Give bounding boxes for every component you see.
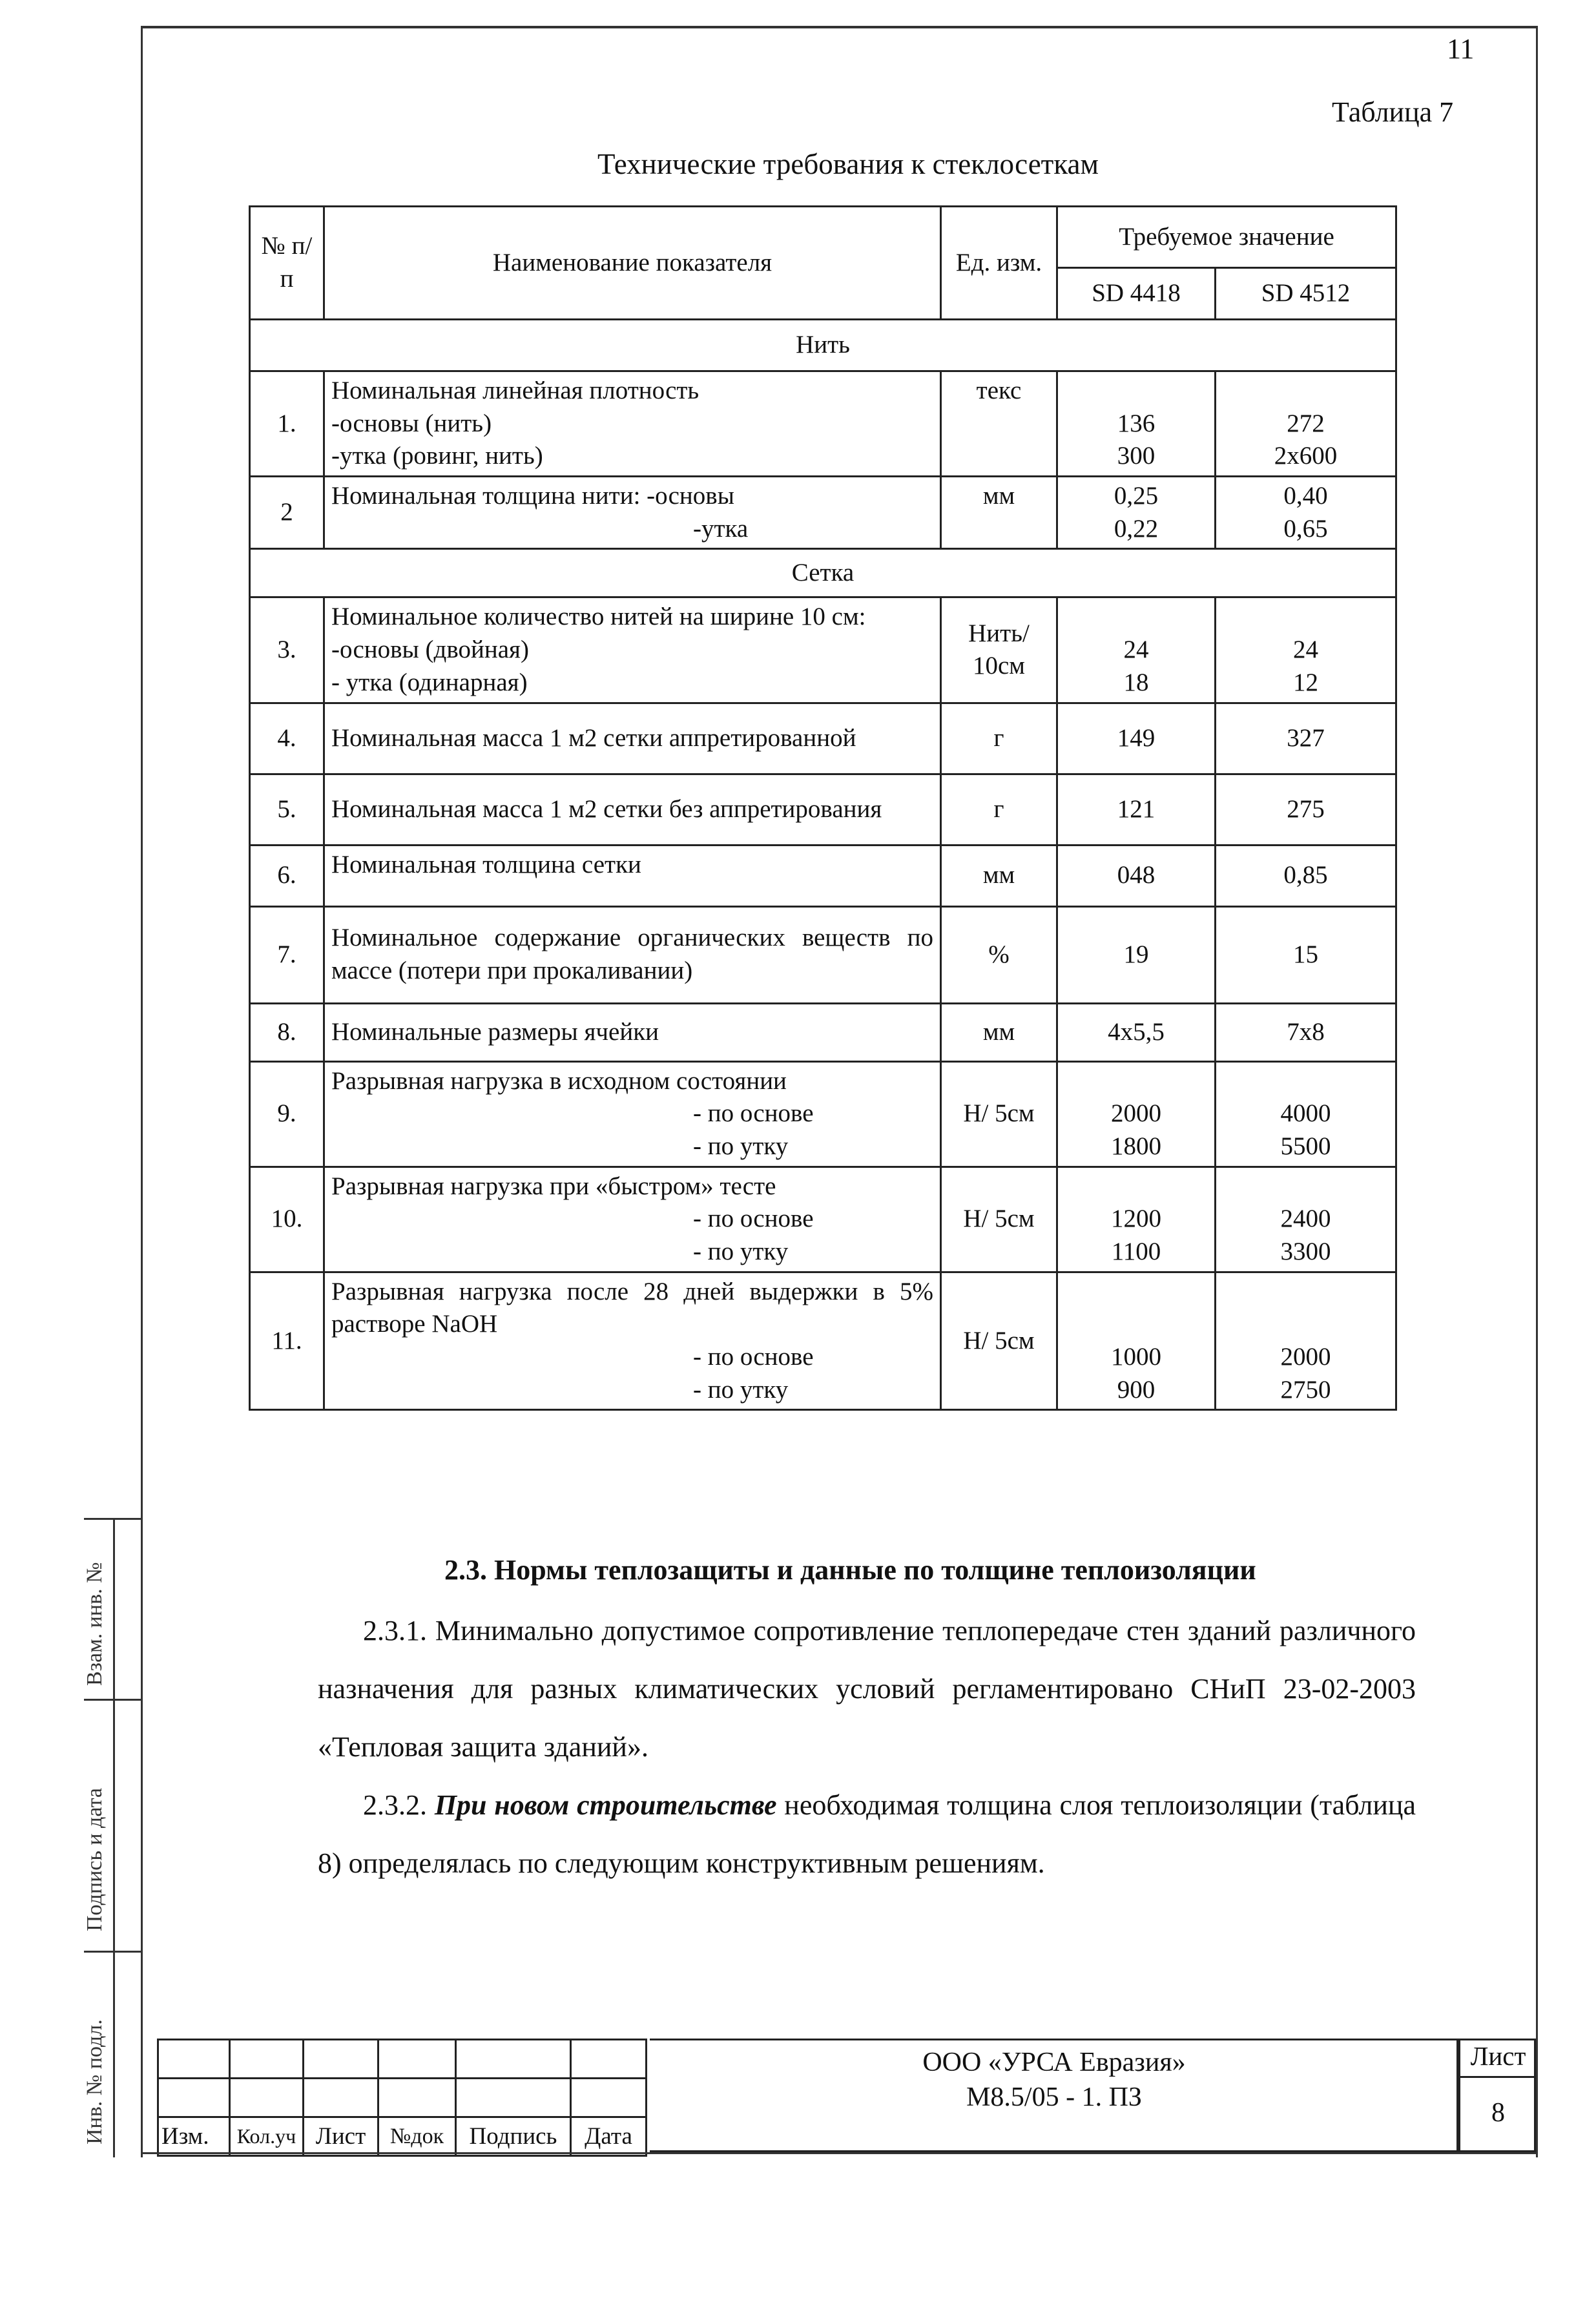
stamp-label: Подпись (456, 2117, 571, 2156)
stamp-label: Изм. (158, 2117, 230, 2156)
frame-right-line (1536, 26, 1538, 2157)
table-row: 8. Номинальные размеры ячейки мм 4х5,5 7х8 (250, 1003, 1396, 1061)
table-row: 2 Номинальная толщина нити: -основы -утка мм 0,25 0,22 0,40 0,65 (250, 477, 1396, 549)
stamp-label: Дата (571, 2117, 647, 2156)
spec-table (249, 205, 1397, 1411)
document-code: М8.5/05 - 1. ПЗ (966, 2082, 1142, 2112)
table-title: Технические требования к стеклосеткам (597, 148, 1099, 180)
table-row: 6. Номинальная толщина сетки мм 048 0,85 (250, 845, 1396, 906)
table-row: 10. Разрывная нагрузка при «быстром» тесте - по основе - по утку Н/ 5см 1200 1100 2400 3300 (250, 1167, 1396, 1272)
table-row: 5. Номинальная масса 1 м2 сетки без аппретирования г 121 275 (250, 774, 1396, 845)
margin-divider (84, 1518, 141, 1520)
frame-left-line (141, 26, 143, 2157)
header-sd4418: SD 4418 (1057, 268, 1216, 320)
stamp-label: Кол.уч (230, 2117, 304, 2156)
margin-sign-label: Подпись и дата (83, 1788, 107, 1931)
section-heading: 2.3. Нормы теплозащиты и данные по толщине теплоизоляции (444, 1554, 1256, 1586)
table-row: 7. Номинальное содержание органических веществ по массе (потери при прокаливании) % 19 15 (250, 906, 1396, 1003)
stamp-label: Лист (304, 2117, 378, 2156)
table-row: 4. Номинальная масса 1 м2 сетки аппретированной г 149 327 (250, 703, 1396, 774)
frame-bottom-line (141, 2152, 1536, 2154)
header-required: Требуемое значение (1057, 207, 1396, 268)
margin-inv-label: Инв. № подл. (83, 2019, 107, 2144)
margin-divider (84, 1699, 141, 1701)
section-mesh: Сетка (250, 549, 1396, 597)
sheet-box (1458, 2039, 1536, 2152)
section-thread: Нить (250, 320, 1396, 371)
stamp-label: №док (378, 2117, 456, 2156)
title-box (650, 2039, 1458, 2152)
paragraph-2-3-1: 2.3.1. Минимально допустимое сопротивление теплопередаче стен зданий различного назначения для разных климатических условий регламентировано СНиП 23-02-2003 «Тепловая защита зданий». (318, 1615, 1416, 1763)
stamp-table (157, 2039, 647, 2157)
frame-top-line (141, 26, 1536, 28)
header-sd4512: SD 4512 (1216, 268, 1396, 320)
page-number: 11 (1447, 33, 1475, 65)
table-label: Таблица 7 (1332, 96, 1454, 128)
paragraph-2-3-2: 2.3.2. При новом строительстве необходимая толщина слоя теплоизоляции (таблица 8) определялась по следующим конструктивным решениям. (318, 1789, 1416, 1879)
table-row: 1. Номинальная линейная плотность -основы (нить) -утка (ровинг, нить) текс 136 300 272 2х600 (250, 371, 1396, 477)
header-unit: Ед. изм. (941, 207, 1057, 320)
margin-replace-label: Взам. инв. № (83, 1562, 107, 1686)
header-num: № п/п (250, 207, 324, 320)
table-row: 9. Разрывная нагрузка в исходном состоянии - по основе - по утку Н/ 5см 2000 1800 4000 5500 (250, 1061, 1396, 1167)
table-row: 11. Разрывная нагрузка после 28 дней выдержки в 5% растворе NaOH - по основе - по утку Н/ 5см 1000 900 2000 2750 (250, 1272, 1396, 1410)
table-row: 3. Номинальное количество нитей на ширине 10 см: -основы (двойная) - утка (одинарная) Нить/ 10см 24 18 24 12 (250, 597, 1396, 703)
margin-divider (84, 1951, 141, 1953)
sheet-label: Лист (1460, 2040, 1536, 2078)
header-name: Наименование показателя (324, 207, 941, 320)
company-name: ООО «УРСА Евразия» (922, 2048, 1186, 2077)
sheet-number: 8 (1491, 2098, 1505, 2128)
margin-stamp-line (113, 1518, 115, 2157)
